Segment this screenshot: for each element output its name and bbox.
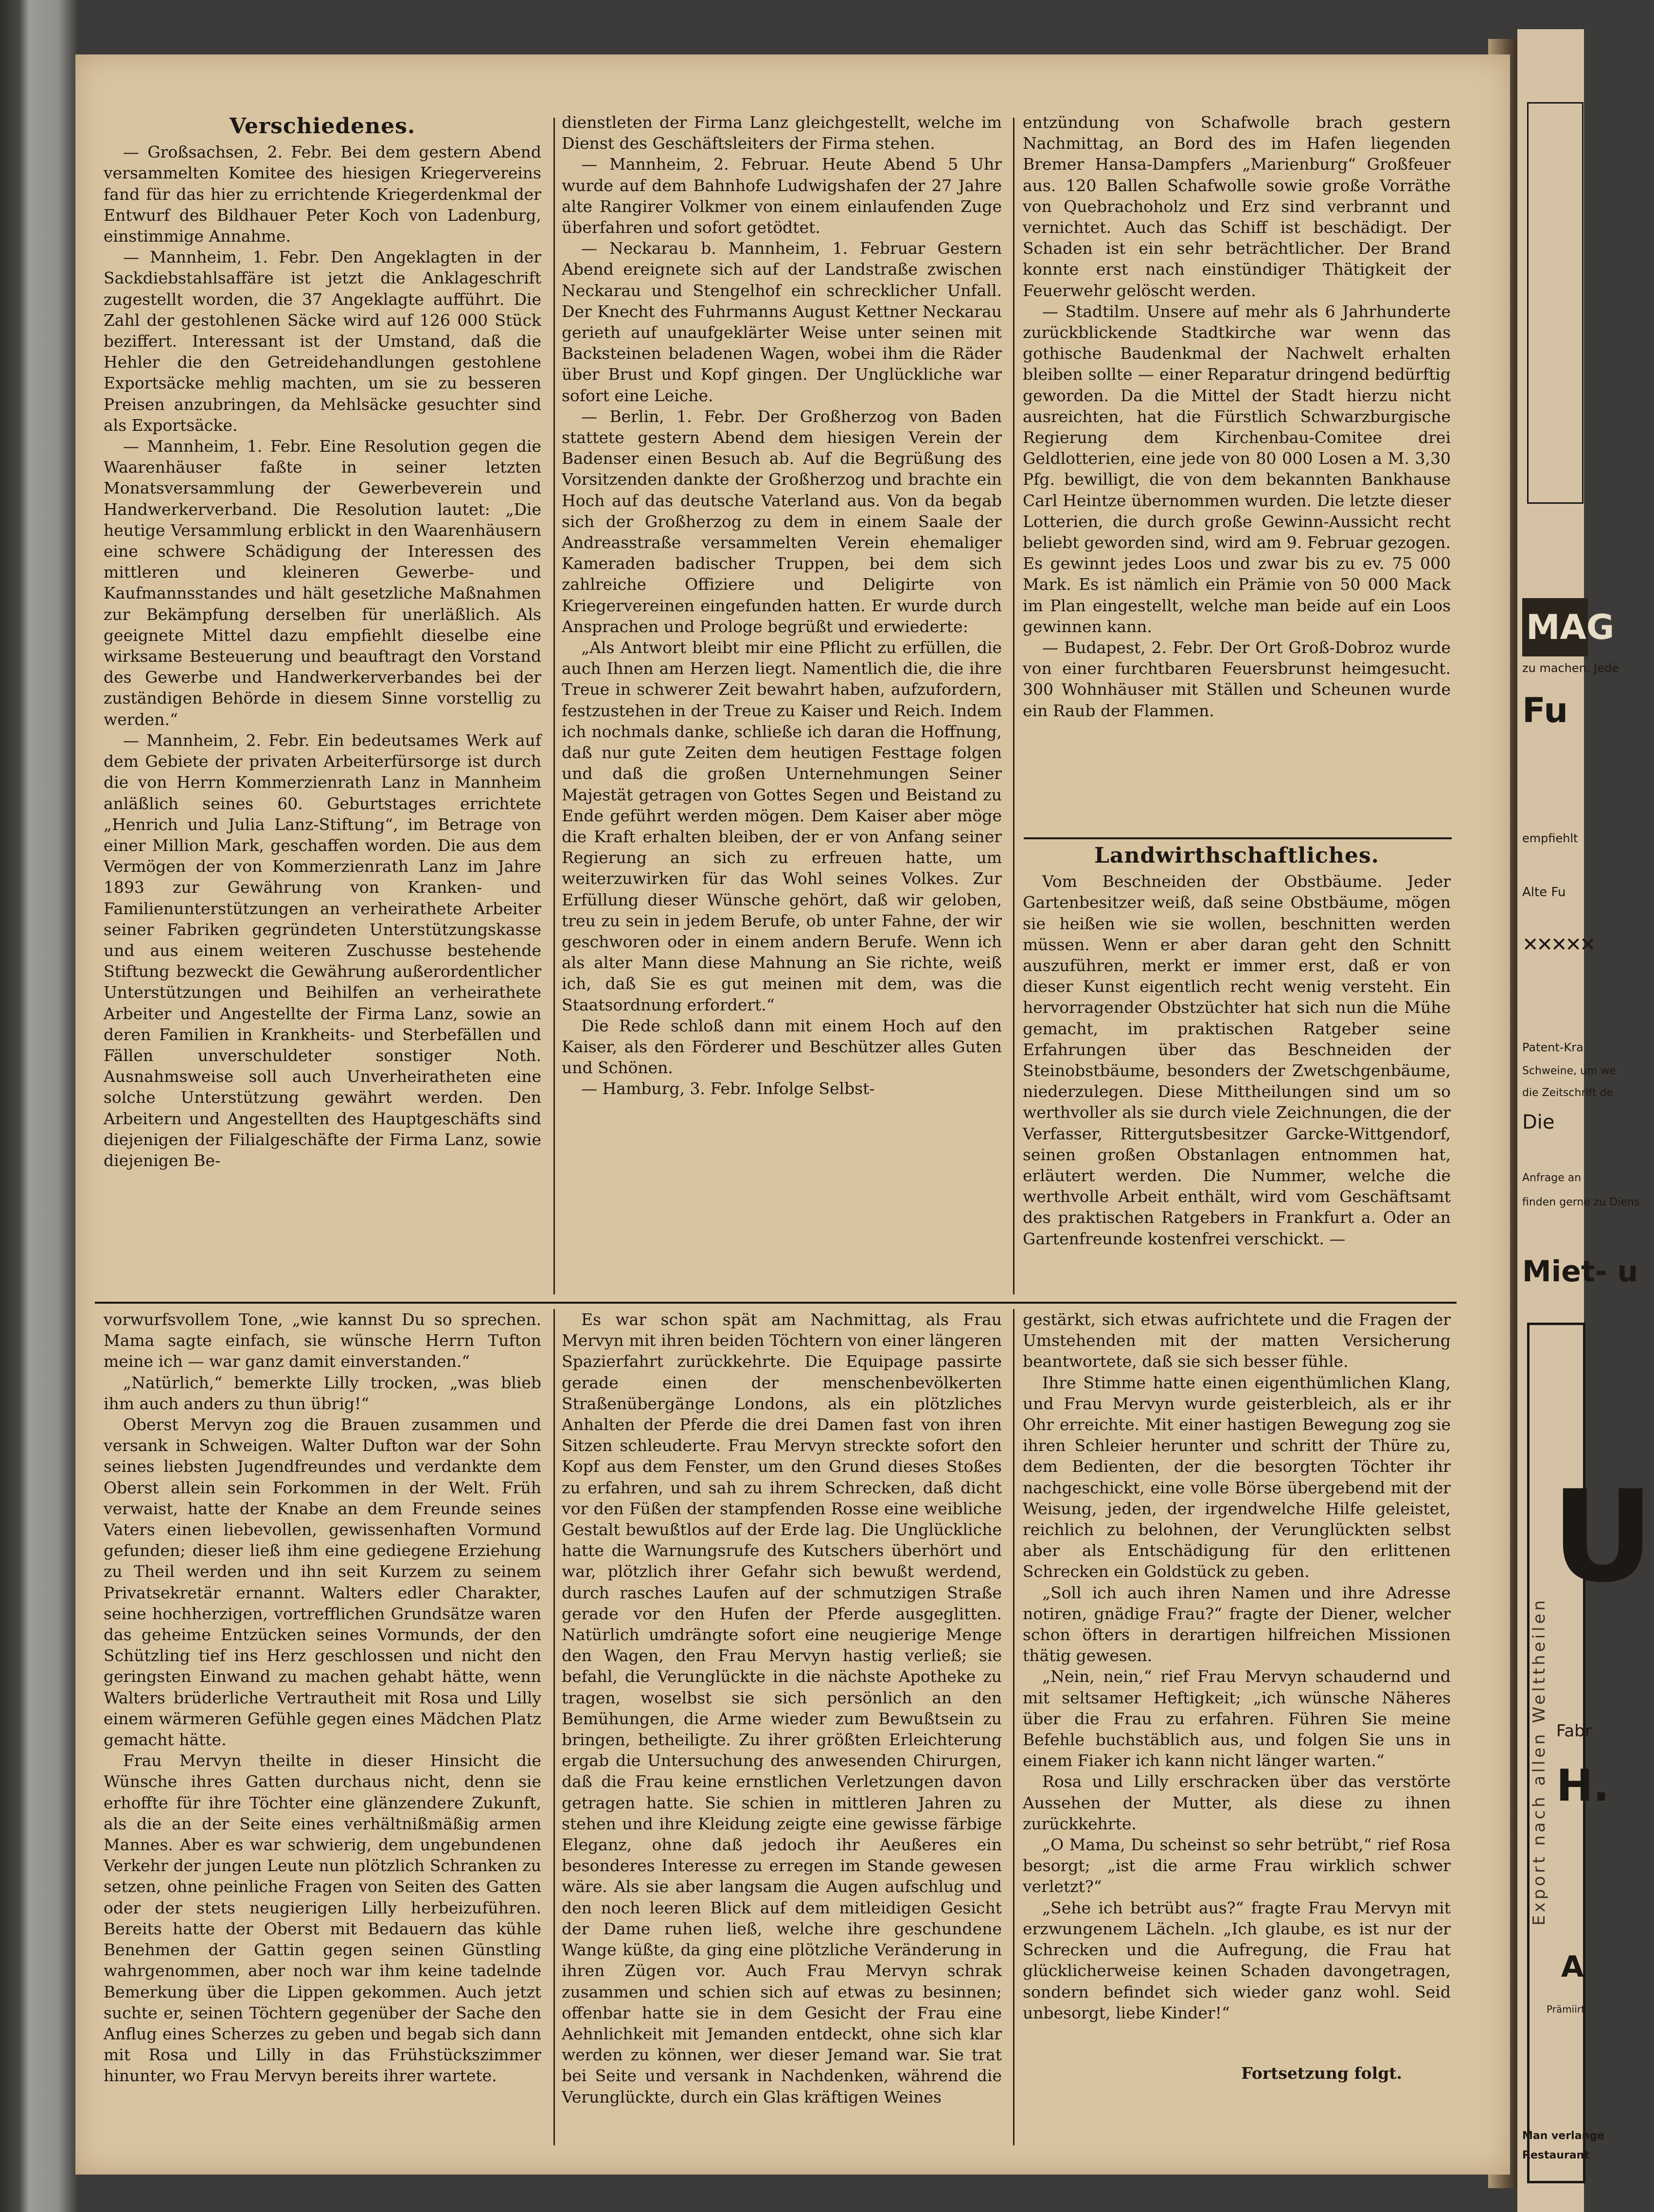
story-paragraph: Es war schon spät am Nachmittag, als Frau Mervyn mit ihren beiden Töchtern von einer längeren Spazierfahrt zurückkehrte. Die Equipage passirte gerade einen der menschenbevölkerten Straßenübergänge Londons, als ein plötzliches Anhalten der Pferde die drei Damen fast von ihren Sitzen schleuderte. Frau Mervyn streckte sofort den Kopf aus dem Fenster, um den Grund dieses Stoßes zu erfahren, und sah zu ihrem Schrecken, daß dicht vor den Füßen der stampfenden Rosse eine weibliche Gestalt bewußtlos auf der Erde lag. Die Unglückliche hatte die Warnungsrufe des Kutschers überhört und war, plötzlich ihrer Gefahr sich bewußt werdend, durch rasches Laufen auf der schmutzigen Straße gerade vor den Hufen der Pferde ausgeglitten. Natürlich umdrängte sofort eine neugierige Menge den Wagen, den Frau Mervyn hastig verließ; sie befahl, die Verunglückte in die nächste Apotheke zu tragen, woselbst sie sich persönlich an den Bemühungen, die Arme wieder zum Bewußtsein zu bringen, betheiligte. Zu ihrer größten Erleichterung ergab die Untersuchung des anwesenden Chirurgen, daß die Frau keine ernstlichen Verletzungen davon getragen hatte. Sie schien in mittleren Jahren zu stehen und ihre Kleidung zeigte eine gewisse färbige Eleganz, ohne daß jedoch ihr Aeußeres ein besonderes Interesse zu erregen im Stande gewesen wäre. Als sie aber langsam die Augen aufschlug und den noch leeren Blick auf dem mitleidigen Gesicht der Dame ruhen ließ, welche ihre geschundene Wange küßte, da ging eine plötzliche Veränderung in ihren Zügen vor. Auch Frau Mervyn schrak zusammen und schien sich auf etwas zu besinnen; offenbar hatte sie in dem Gesicht der Frau eine Aehnlichkeit mit Jemanden entdeckt, ohne sich klar werden zu können, wer dieser Jemand war. Sie trat bei Seite und versank in Nachdenken, während die Verunglückte, durch ein Glas kräftigen Weines bbox=[562, 1310, 1002, 2106]
story-paragraph: gestärkt, sich etwas aufrichtete und die Fragen der Umstehenden mit der matten Versicherung beantwortete, daß sie sich besser fühle. bbox=[1023, 1310, 1451, 1371]
continued-label: Fortsetzung folgt. bbox=[1241, 2064, 1402, 2083]
story-paragraph: Frau Mervyn theilte in dieser Hinsicht die Wünsche ihres Gatten durchaus nicht, denn sie erhoffte für ihre Töchter eine glänzendere Zukunft, als die an der Seite eines verhältnißmäßig armen Mannes. Aber es war schwierig, dem ungebundenen Verkehr der jungen Leute nun plötzlich Schranken zu setzen, ohne peinliche Fragen von Seiten des Gatten oder der stets neugierigen Lilly herbeizuführen. Bereits hatte der Oberst mit Bedauern das kühle Benehmen der Gattin gegen seinen Günstling wahrgenommen, aber noch war ihm keine tadelnde Bemerkung über die Lippen gekommen. Auch jetzt suchte er, seinen Töchtern gegenüber der Sache den Anflug eines Scherzes zu geben und begab sich dann mit Rosa und Lilly in das Frühstückszimmer hinunter, wo Frau Mervyn bereits ihrer wartete. bbox=[104, 1751, 541, 2086]
news-item: — Mannheim, 2. Febr. Ein bedeutsames Werk auf dem Gebiete der privaten Arbeiterfürsorge ist durch die von Herrn Kommerzienrath Lanz in Mannheim anläßlich seines 60. Geburtstages errichtete „Henrich und Julia Lanz-Stiftung“, im Betrage von einer Million Mark, geschaffen worden. Die aus dem Vermögen der von Kommerzienrath Lanz im Jahre 1893 zur Gewährung von Kranken- und Familienunterstützungen an verheirathete Arbeiter seiner Fabriken gegründeten Unterstützungskasse und aus einem weiteren Zuschusse bestehende Stiftung bezweckt die Gewährung außerordentlicher Unterstützungen und Beihilfen an verheirathete Arbeiter und Angestellte der Firma Lanz, sowie an deren Familien in Krankheits- und Sterbefällen und Fällen unverschuldeter sonstiger Noth. Ausnahmsweise soll auch Unverheiratheten eine solche Unterstützung gewährt werden. Den Arbeitern und Angestellten des Hauptgeschäfts sind diejenigen der Filialgeschäfte der Firma Lanz, sowie diejenigen Be- bbox=[104, 730, 541, 1170]
heading-verschiedenes: Verschiedenes. bbox=[229, 114, 416, 139]
newspaper-page bbox=[75, 54, 1510, 2175]
section-rule bbox=[1024, 837, 1452, 839]
story-paragraph: Ihre Stimme hatte einen eigenthümlichen Klang, und Frau Mervyn wurde geisterbleich, als er ihr Ohr erreichte. Mit einer hastigen Bewegung zog sie ihren Schleier herunter und schritt der Thüre zu, dem Bedienten, der die besorgten Töchter ihr nachgeschickt, eine volle Börse übergebend mit der Weisung, jeden, der irgendwelche Hilfe geleistet, reichlich zu belohnen, der Verunglückten selbst aber als Entschädigung für den erlittenen Schrecken ein Goldstück zu geben. bbox=[1023, 1373, 1451, 1581]
news-item: Die Rede schloß dann mit einem Hoch auf den Kaiser, als den Förderer und Beschützer alles Guten und Schönen. bbox=[562, 1016, 1002, 1078]
feuilleton-column-2 bbox=[562, 1309, 1002, 2145]
ad-line: A bbox=[1561, 1950, 1584, 1984]
speech-quote: „Als Antwort bleibt mir eine Pflicht zu erfüllen, die auch Ihnen am Herzen liegt. Namentlich die, die ihre Treue in schwerer Zeit bewahrt haben, aufzufordern, festzustehen in der Treue zu Kaiser und Reich. Indem ich nochmals danke, schließe ich daran die Hoffnung, daß nur gute Zeiten dem heutigen Festtage folgen und daß die großen Unternehmungen Seiner Majestät getragen von Gottes Segen und Beistand zu Ende geführt werden mögen. Dem Kaiser aber möge die Kraft erhalten bleiben, der er von Anfang seiner Regierung an sich zu erfreuen hatte, um weiterzuwirken für das Wohl seines Volkes. Zur Erfüllung dieser Wünsche gehört, daß wir geloben, treu zu sein in jedem Berufe, ob unter Fahne, der wir geschworen oder in einem andern Berufe. Wenn ich als alter Mann diese Mahnung an Sie richte, weiß ich, daß Sie es gut meinen mit dem, was die Staatsordnung erfordert.“ bbox=[562, 638, 1002, 1014]
heading-landwirthschaftliches: Landwirthschaftliches. bbox=[1094, 843, 1379, 868]
ad-line: empfiehlt bbox=[1522, 832, 1578, 845]
top-column-1 bbox=[104, 113, 541, 1294]
ad-ornament: ✕✕✕✕✕ bbox=[1522, 934, 1594, 956]
column-rule bbox=[1013, 1309, 1014, 2145]
news-item: — Neckarau b. Mannheim, 1. Februar Gestern Abend ereignete sich auf der Landstraße zwischen Neckarau und Stengelhof ein schrecklicher Unfall. Der Knecht des Fuhrmanns August Kettner Neckarau gerieth auf unaufgeklärter Weise unter seinen mit Backsteinen beladenen Wagen, wobei ihm die Räder über Brust und Kopf gingen. Der Unglückliche war sofort eine Leiche. bbox=[562, 239, 1002, 405]
news-item: — Budapest, 2. Febr. Der Ort Groß-Dobroz wurde von einer furchtbaren Feuersbrunst heimgesucht. 300 Wohnhäuser mit Ställen und Scheunen wurde ein Raub der Flammen. bbox=[1023, 638, 1451, 720]
column-rule bbox=[553, 118, 555, 1294]
story-paragraph: Rosa und Lilly erschracken über das verstörte Aussehen der Mutter, als diese zu ihnen zurückkehrte. bbox=[1023, 1772, 1451, 1833]
ad-line: Prämiirt bbox=[1547, 2003, 1585, 2015]
ad-line: Patent-Kra bbox=[1522, 1041, 1583, 1054]
ad-frame-top bbox=[1527, 102, 1583, 504]
ad-line: Schweine, um we bbox=[1522, 1065, 1617, 1077]
feuilleton-separator bbox=[95, 1302, 1457, 1304]
ad-line: Fabr bbox=[1556, 1721, 1592, 1741]
story-paragraph: „Sehe ich betrübt aus?“ fragte Frau Mervyn mit erzwungenem Lächeln. „Ich glaube, es ist nur der Schrecken und die Aufregung, die Frau hat glücklicherweise keinen Schaden davongetragen, sondern befindet sich wieder ganz wohl. Seid unbesorgt, liebe Kinder!“ bbox=[1023, 1898, 1451, 2022]
ad-line: Restaurant bbox=[1522, 2149, 1589, 2161]
story-paragraph: Oberst Mervyn zog die Brauen zusammen und versank in Schweigen. Walter Dufton war der Sohn seines liebsten Jugendfreundes und verdankte dem Oberst allein sein Forkommen in der Welt. Früh verwaist, hatte der Knabe an dem Freunde seines Vaters einen liebevollen, gewissenhaften Vormund gefunden; dieser ließ ihm eine gediegene Erziehung zu Theil werden und ihn seit Kurzem zu seinem Privatsekretär ernannt. Walters edler Charakter, seine hochherzigen, vortrefflichen Grundsätze waren das geheime Entzücken seines Vormunds, der den Schützling tief ins Herz geschlossen und nicht den geringsten Einwand zu machen gehabt hätte, wenn Walters brüderliche Vertrautheit mit Rosa und Lilly einem wärmeren Gefühle gegen eines Mädchen Platz gemacht hätte. bbox=[104, 1415, 541, 1750]
ad-line: H. bbox=[1556, 1760, 1610, 1811]
ad-line: die Zeitschrift de bbox=[1522, 1087, 1614, 1099]
story-paragraph: „Soll ich auch ihren Namen und ihre Adresse notiren, gnädige Frau?“ fragte der Diener, welcher schon öfters in derartigen hilfreichen Missionen thätig gewesen. bbox=[1023, 1583, 1451, 1665]
top-column-2 bbox=[562, 112, 1002, 1294]
story-paragraph: „Nein, nein,“ rief Frau Mervyn schaudernd und mit seltsamer Heftigkeit; „ich wünsche Näheres über die Frau zu erfahren. Führen Sie meine Befehle buchstäblich aus, und folgen Sie uns in einem Fiaker ich kann nicht länger warten.“ bbox=[1023, 1667, 1451, 1770]
news-item: entzündung von Schafwolle brach gestern Nachmittag, an Bord des im Hafen liegenden Bremer Hansa-Dampfers „Marienburg“ Großfeuer aus. 120 Ballen Schafwolle sowie große Vorräthe von Quebrachoholz und Erz sind verbrannt und vernichtet. Auch das Schiff ist beschädigt. Der Schaden ist ein sehr beträchtlicher. Der Brand konnte erst nach einstündiger Thätigkeit der Feuerwehr gelöscht werden. bbox=[1023, 113, 1451, 300]
ad-line: Man verlange bbox=[1522, 2130, 1604, 2142]
ad-line: zu machen. Jede bbox=[1522, 661, 1619, 675]
news-item: — Berlin, 1. Febr. Der Großherzog von Baden stattete gestern Abend dem hiesigen Verein der Badenser einen Besuch ab. Auf die Begrüßung des Vorsitzenden dankte der Großherzog und brachte ein Hoch auf das deutsche Vaterland aus. Von da begab sich der Großherzog zu dem in einem Saale der Andreasstraße versammelten Verein ehemaliger Kameraden badischer Truppen, bei dem sich zahlreiche Offiziere und Deligirte von Kriegervereinen eingefunden hatten. Er wurde durch Ansprachen und Prologe begrüßt und erwiederte: bbox=[562, 407, 1002, 636]
ad-line: Die bbox=[1522, 1111, 1555, 1133]
story-paragraph: vorwurfsvollem Tone, „wie kannst Du so sprechen. Mama sagte einfach, sie wünsche Herrn Tufton meine ich — war ganz damit einverstanden.“ bbox=[104, 1310, 541, 1371]
column-rule bbox=[1013, 118, 1014, 1294]
ad-heading: Fu bbox=[1522, 690, 1568, 730]
story-paragraph: „Natürlich,“ bemerkte Lilly trocken, „was blieb ihm auch anders zu thun übrig!“ bbox=[104, 1373, 541, 1413]
continued-note bbox=[1023, 2063, 1402, 2092]
news-item: Vom Beschneiden der Obstbäume. Jeder Gartenbesitzer weiß, daß seine Obstbäume, mögen sie heißen wie sie wollen, beschnitten werden müssen. Wenn er aber daran geht den Schnitt auszuführen, merkt er immer erst, daß er von dieser Kunst eigentlich recht wenig versteht. Ein hervorragender Obstzüchter hat sich nun die Mühe gemacht, im praktischen Ratgeber seine Erfahrungen über das Beschneiden der Steinobstbäume, besonders der Zwetschgenbäume, niederzulegen. Diese Mittheilungen sind um so werthvoller als sie durch viele Zeichnungen, die der Verfasser, Rittergutsbesitzer Garcke-Wittgendorf, seinen großen Obstanlagen entnommen hat, erläutert werden. Die Nummer, welche die werthvolle Arbeit enthält, wird vom Geschäftsamt des praktischen Ratgebers in Frankfurt a. Oder an Gartenfreunde kostenfrei verschickt. — bbox=[1023, 872, 1451, 1248]
ad-line: Anfrage an bbox=[1522, 1172, 1582, 1184]
ad-line: finden gerne zu Diens bbox=[1522, 1196, 1640, 1208]
feuilleton-column-3 bbox=[1023, 1309, 1451, 2038]
news-item: — Mannheim, 1. Febr. Den Angeklagten in der Sackdiebstahlsaffäre ist jetzt die Anklageschrift zugestellt worden, die 37 Angeklagte aufführt. Die Zahl der gestohlenen Säcke wird auf 126 000 Stück beziffert. Interessant ist der Umstand, daß die Hehler die den Getreidehandlungen gestohlene Exportsäcke mehlig machten, um sie zu besseren Preisen anzubringen, da Mehlsäcke gesuchter sind als Exportsäcke. bbox=[104, 248, 541, 435]
news-item: — Mannheim, 1. Febr. Eine Resolution gegen die Waarenhäuser faßte in seiner letzten Monatsversammlung der Gewerbeverein und Handwerkerverband. Die Resolution lautet: „Die heutige Versammlung erblickt in den Waarenhäusern eine schwere Schädigung der Interessen des mittleren und kleineren Gewerbe- und Kaufmannsstandes und hält gesetzliche Maßnahmen zur Bekämpfung derselben für unerläßlich. Als geeignete Mittel dazu empfiehlt dieselbe eine wirksame Besteuerung und beauftragt den Vorstand des Gewerbe und Handwerkerverbandes bei der zuständigen Behörde in diesem Sinne vorstellig zu werden.“ bbox=[104, 437, 541, 729]
ad-big-letter: U bbox=[1551, 1464, 1654, 1610]
ad-vertical-text: Export nach allen Welttheilen bbox=[1530, 1597, 1549, 1926]
news-item: — Großsachsen, 2. Febr. Bei dem gestern Abend versammelten Komitee des hiesigen Kriegervereins fand für das hier zu errichtende Kriegerdenkmal der Entwurf des Bildhauer Peter Koch von Ladenburg, einstimmige Annahme. bbox=[104, 142, 541, 246]
ad-line: Alte Fu bbox=[1522, 885, 1566, 900]
ad-heading: Miet- u bbox=[1522, 1255, 1638, 1289]
column-rule bbox=[553, 1309, 555, 2145]
feuilleton-column-1 bbox=[104, 1309, 541, 2145]
top-column-3 bbox=[1023, 112, 1451, 832]
news-item: — Stadtilm. Unsere auf mehr als 6 Jahrhunderte zurückblickende Stadtkirche war wenn das gothische Baudenkmal der Nachwelt erhalten bleiben sollte — einer Reparatur dringend bedürftig geworden. Da die Mittel der Stadt hierzu nicht ausreichten, hat die Fürstlich Schwarzburgische Regierung dem Kirchenbau-Comitee drei Geldlotterien, eine jede von 80 000 Losen a M. 3,30 Pfg. bewilligt, die von dem bekannten Bankhause Carl Heintze übernommen wurden. Die letzte dieser Lotterien, die durch große Gewinn-Aussicht recht beliebt geworden sind, wird am 9. Februar gezogen. Es gewinnt jedes Loos und zwar bis zu ev. 75 000 Mark. Es ist nämlich ein Prämie von 50 000 Mack im Plan eingestellt, welche man beide auf ein Loos gewinnen kann. bbox=[1023, 301, 1451, 636]
news-item: — Mannheim, 2. Februar. Heute Abend 5 Uhr wurde auf dem Bahnhofe Ludwigshafen der 27 Jahre alte Rangirer Volkmer von einem einlaufenden Zuge überfahren und sofort getödtet. bbox=[562, 155, 1002, 237]
story-paragraph: „O Mama, Du scheinst so sehr betrübt,“ rief Rosa besorgt; „ist die arme Frau wirklich schwer verletzt?“ bbox=[1023, 1835, 1451, 1896]
news-item: dienstleten der Firma Lanz gleichgestellt, welche im Dienst des Geschäftsleiters der Firma stehen. bbox=[562, 113, 1002, 153]
top-column-3-section bbox=[1023, 842, 1451, 1294]
news-item: — Hamburg, 3. Febr. Infolge Selbst- bbox=[581, 1079, 875, 1098]
ad-banner-magazin: MAG bbox=[1522, 598, 1588, 656]
adjacent-page bbox=[1517, 29, 1654, 2212]
